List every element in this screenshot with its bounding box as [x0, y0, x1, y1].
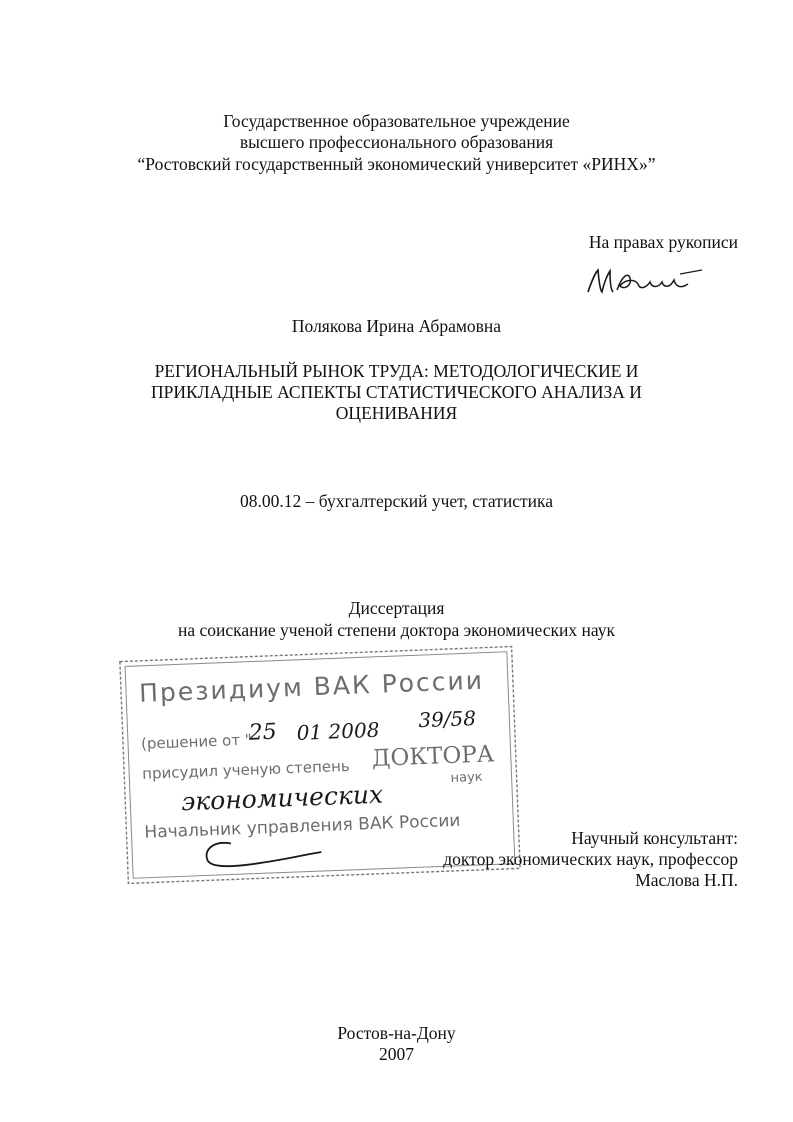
title-line-3: ОЦЕНИВАНИЯ — [335, 403, 458, 423]
title-line-1: РЕГИОНАЛЬНЫЙ РЫНОК ТРУДА: МЕТОДОЛОГИЧЕСКИЕ И — [154, 361, 639, 381]
stamp-awarded-degree: ДОКТОРА — [371, 741, 495, 772]
stamp-decision-number: 39/58 — [417, 705, 477, 733]
work-type-line-1: Диссертация — [348, 598, 445, 618]
consultant-degree: доктор экономических наук, профессор — [443, 849, 738, 869]
stamp-head: Начальник управления ВАК России — [144, 810, 461, 843]
consultant-name: Маслова Н.П. — [635, 870, 738, 890]
stamp-awarded-prefix: присудил ученую степень — [141, 756, 351, 783]
stamp-field-suffix: наук — [450, 769, 483, 786]
stamp-presidium: Президиум ВАК России — [138, 665, 485, 708]
stamp-decision-prefix: (решение от " — [140, 730, 253, 753]
title-line-2: ПРИКЛАДНЫЕ АСПЕКТЫ СТАТИСТИЧЕСКОГО АНАЛИЗА И — [151, 382, 642, 402]
manuscript-note: На правах рукописи — [588, 232, 738, 252]
stamp-handwritten-field: экономических — [180, 779, 384, 817]
specialty-code: 08.00.12 – бухгалтерский учет, статистика — [239, 491, 553, 511]
stamp-date-day: 25 — [248, 719, 278, 746]
header-line-3: “Ростовский государственный экономический университет «РИНХ»” — [137, 154, 656, 174]
work-type-line-2: на соискание ученой степени доктора экономических наук — [178, 620, 615, 640]
footer-city: Ростов-на-Дону — [337, 1023, 456, 1043]
stamp-signature — [193, 830, 334, 875]
consultant-label: Научный консультант: — [571, 828, 738, 848]
header-line-1: Государственное образовательное учреждение — [223, 111, 570, 131]
stamp-date-rest: 01 2008 — [296, 717, 380, 745]
header-line-2: высшего профессионального образования — [239, 132, 554, 152]
author-name: Полякова Ирина Абрамовна — [291, 316, 502, 336]
footer-year: 2007 — [379, 1044, 414, 1064]
author-signature — [584, 262, 704, 302]
